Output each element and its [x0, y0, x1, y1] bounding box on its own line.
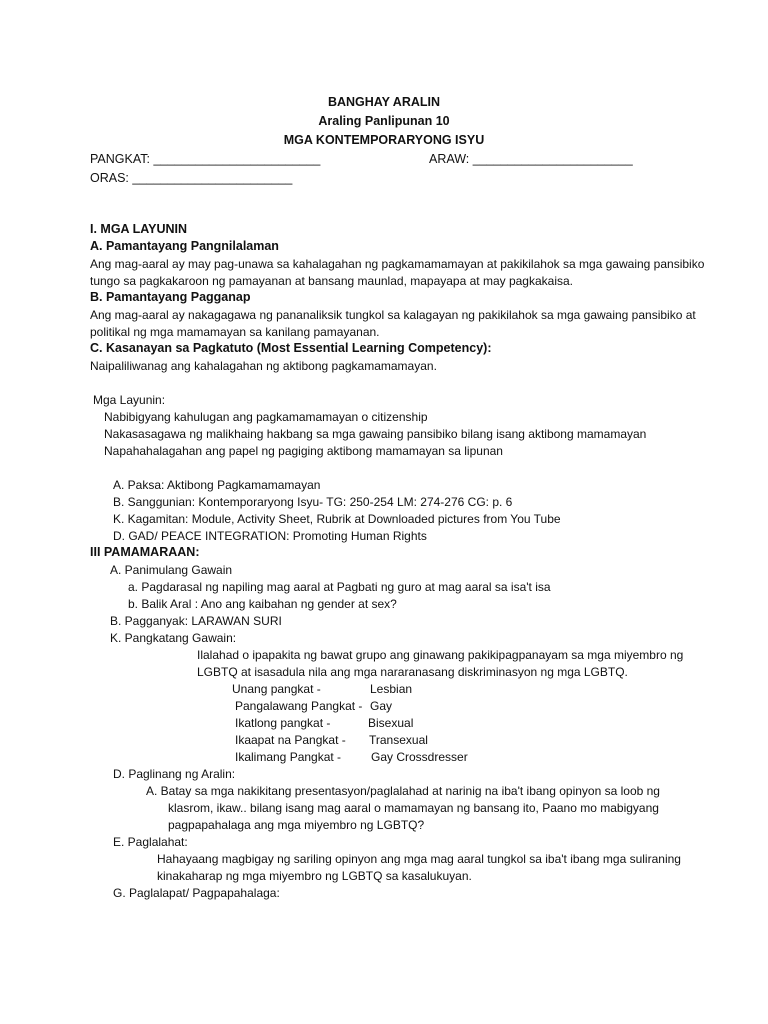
group-name: Ikatlong pangkat - [235, 716, 331, 730]
paglalapat-label: G. Paglalapat/ Pagpapahalaga: [113, 886, 280, 900]
group-value: Transexual [369, 733, 428, 747]
paglalahat-text-line: kinakaharap ng mga miyembro ng LGBTQ sa kasalukuyan. [157, 869, 472, 883]
layunin-item: Nakasasagawa ng malikhaing hakbang sa mga gawaing pansibiko bilang isang aktibong mamamayan [104, 427, 647, 441]
heading-kasanayan: C. Kasanayan sa Pagkatuto (Most Essential Learning Competency): [90, 341, 492, 355]
panimulang-gawain-item: a. Pagdarasal ng napiling mag aaral at Pagbati ng guro at mag aaral sa isa't isa [128, 580, 551, 594]
layunin-item: Napahahalagahan ang papel ng pagiging aktibong mamamayan sa lipunan [104, 444, 503, 458]
paglalahat-label: E. Paglalahat: [113, 835, 188, 849]
group-value: Lesbian [370, 682, 413, 696]
heading-pangnilalaman: A. Pamantayang Pangnilalaman [90, 239, 279, 253]
paglinang-text-line: klasrom, ikaw.. bilang isang mag aaral o mamamayan ng bansang ito, Paano mo mabigyang [168, 801, 659, 815]
group-value: Bisexual [368, 716, 414, 730]
nilalaman-item: B. Sanggunian: Kontemporaryong Isyu- TG: 250-254 LM: 274-276 CG: p. 6 [113, 495, 513, 509]
paglinang-text-line: pagpapahalaga ang mga miyembro ng LGBTQ? [168, 818, 425, 832]
group-name: Unang pangkat - [232, 682, 321, 696]
pagganyak-label: B. Pagganyak: LARAWAN SURI [110, 614, 282, 628]
topic-title: MGA KONTEMPORARYONG ISYU [283, 133, 485, 147]
subject-title: Araling Panlipunan 10 [318, 114, 450, 128]
group-value: Gay [370, 699, 393, 713]
layunin-label: Mga Layunin: [93, 393, 166, 407]
pangnilalaman-text-line: Ang mag-aaral ay may pag-unawa sa kahalagahan ng pagkamamamayan at pakikilahok sa mga gawaing pansibiko [90, 257, 705, 271]
nilalaman-item: K. Kagamitan: Module, Activity Sheet, Rubrik at Downloaded pictures from You Tube [113, 512, 561, 526]
heading-pagganap: B. Pamantayang Pagganap [90, 290, 251, 304]
oras-field: ORAS: _______________________ [90, 171, 293, 185]
pangkatang-gawain-text-line: LGBTQ at isasadula nila ang mga nararanasang diskriminasyon ng mga LGBTQ. [197, 665, 628, 679]
pangnilalaman-text-line: tungo sa pagkakaroon ng pamayanan at bansang maunlad, mapayapa at may pagkakaisa. [90, 274, 573, 288]
paglalahat-text-line: Hahayaang magbigay ng sariling opinyon ang mga mag aaral tungkol sa iba't ibang mga suliraning [157, 852, 681, 866]
kasanayan-text: Naipaliliwanag ang kahalagahan ng aktibong pagkamamamayan. [90, 359, 437, 373]
panimulang-gawain-item: b. Balik Aral : Ano ang kaibahan ng gender at sex? [128, 597, 397, 611]
nilalaman-item: A. Paksa: Aktibong Pagkamamamayan [113, 478, 321, 492]
pagganap-text-line: politikal ng mga mamamayan sa kanilang pamayanan. [90, 325, 380, 339]
section-heading-layunin: I. MGA LAYUNIN [90, 222, 187, 236]
layunin-item: Nabibigyang kahulugan ang pagkamamamayan o citizenship [104, 410, 428, 424]
araw-field: ARAW: _______________________ [429, 152, 633, 166]
paglinang-label: D. Paglinang ng Aralin: [113, 767, 236, 781]
pangkatang-gawain-text-line: Ilalahad o ipapakita ng bawat grupo ang ginawang pakikipagpanayam sa mga miyembro ng [197, 648, 684, 662]
group-name: Ikaapat na Pangkat - [235, 733, 346, 747]
section-heading-pamamaraan: III PAMAMARAAN: [90, 545, 200, 559]
pagganap-text-line: Ang mag-aaral ay nakagagawa ng pananaliksik tungkol sa kalagayan ng pakikilahok sa mga gawaing pansibiko at [90, 308, 696, 322]
paglinang-text-line: A. Batay sa mga nakikitang presentasyon/paglalahad at narinig na iba't ibang opinyon sa loob ng [146, 784, 660, 798]
panimulang-gawain-label: A. Panimulang Gawain [110, 563, 233, 577]
document-title: BANGHAY ARALIN [327, 95, 441, 109]
group-name: Ikalimang Pangkat - [235, 750, 342, 764]
group-name: Pangalawang Pangkat - [235, 699, 363, 713]
pangkat-field: PANGKAT: ________________________ [90, 152, 321, 166]
group-value: Gay Crossdresser [371, 750, 468, 764]
nilalaman-item: D. GAD/ PEACE INTEGRATION: Promoting Human Rights [113, 529, 427, 543]
pangkatang-gawain-label: K. Pangkatang Gawain: [110, 631, 237, 645]
